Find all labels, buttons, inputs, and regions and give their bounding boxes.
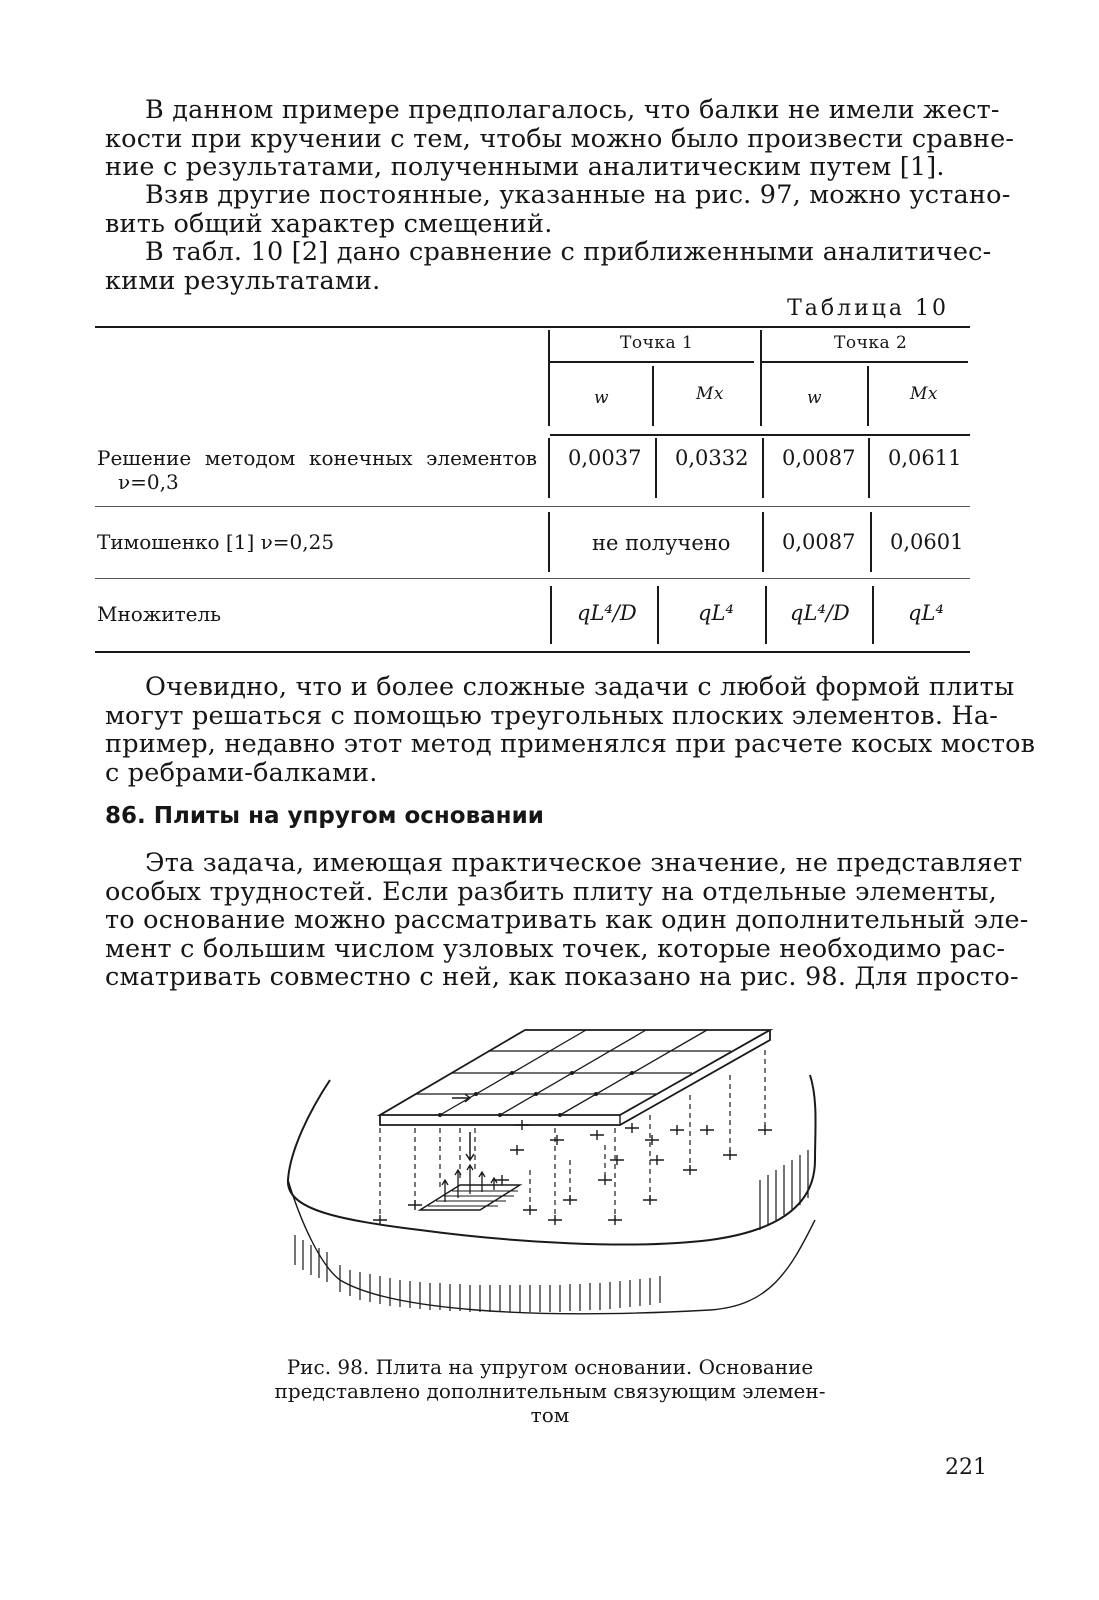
paragraph-line: кими результатами. [105, 265, 381, 296]
table-top-rule [95, 326, 970, 328]
table-cell: qL⁴/D [790, 601, 850, 625]
section-title: 86. Плиты на упругом основании [105, 803, 544, 829]
paragraph-line: пример, недавно этот метод применялся при расчете косых мостов [105, 729, 1036, 759]
paragraph-line: могут решаться с помощью треугольных плоских элементов. На- [105, 700, 999, 731]
row-label-fem-nu: ν=0,3 [118, 470, 179, 494]
foundation-outline [288, 1075, 816, 1245]
paragraph-line: то основание можно рассматривать как один дополнительный эле- [105, 905, 1029, 935]
paragraph-2 [105, 180, 1011, 239]
table-cell: 0,0611 [888, 446, 962, 470]
page-number: 221 [945, 1455, 987, 1480]
row-label-fem: Решение методом конечных элементов [97, 446, 537, 470]
table-cell: 0,0087 [782, 446, 856, 470]
plate-edge [380, 1030, 770, 1125]
table-rule [652, 366, 654, 426]
foundation-nodes [373, 1120, 772, 1225]
table-rule [762, 361, 968, 363]
table-cell-merged: не получено [592, 531, 731, 555]
table-rule [765, 586, 767, 644]
paragraph-line: Взяв другие постоянные, указанные на рис. 97, можно устано- [145, 180, 1011, 210]
figure-caption-line: том [530, 1403, 570, 1427]
paragraph-1 [105, 95, 1015, 182]
table-rule [762, 512, 764, 572]
paragraph-line: Очевидно, что и более сложные задачи с любой формой плиты [145, 672, 1015, 702]
header-w-point-2: w [807, 388, 823, 408]
plate-on-elastic-foundation-figure [270, 1020, 830, 1320]
paragraph-line: Эта задача, имеющая практическое значение, не представляет [145, 848, 1023, 878]
header-point-1: Точка 1 [620, 333, 694, 353]
header-point-2: Точка 2 [834, 333, 908, 353]
table-rule [550, 361, 754, 363]
table-cell: 0,0601 [890, 530, 964, 554]
paragraph-4 [105, 672, 1036, 788]
table-rule [95, 506, 970, 507]
table-rule [870, 512, 872, 572]
table-rule [550, 586, 552, 644]
row-label-multiplier: Множитель [97, 602, 222, 626]
paragraph-line: В табл. 10 [2] дано сравнение с приближенными аналитичес- [145, 237, 992, 267]
figure-caption [270, 1355, 830, 1427]
paragraph-line: В данном примере предполагалось, что балки не имели жест- [145, 95, 1000, 125]
table-bottom-rule [95, 651, 970, 653]
paragraph-line: особых трудностей. Если разбить плиту на отдельные элементы, [105, 876, 997, 907]
table-rule [867, 366, 869, 426]
header-mx-point-2: Mx [910, 384, 938, 404]
table-header-rule [550, 434, 970, 436]
foundation-hatching [295, 1150, 808, 1312]
table-rule [762, 438, 764, 498]
header-mx-point-1: Mx [696, 384, 724, 404]
table-cell: 0,0037 [568, 446, 642, 470]
foundation-edge [288, 1180, 815, 1314]
table-cell: 0,0332 [675, 446, 749, 470]
row-label-timoshenko: Тимошенко [1] ν=0,25 [97, 530, 335, 554]
table-rule [657, 586, 659, 644]
table-rule [548, 438, 550, 498]
header-w-point-1: w [594, 388, 610, 408]
table-rule [548, 512, 550, 572]
table-rule [868, 438, 870, 498]
paragraph-line: вить общий характер смещений. [105, 208, 553, 239]
figure-caption-line: Рис. 98. Плита на упругом основании. Основание [286, 1355, 814, 1379]
table-cell: 0,0087 [782, 530, 856, 554]
table-rule [548, 330, 550, 426]
table-caption: Таблица 10 [787, 296, 949, 321]
paragraph-line: мент с большим числом узловых точек, которые необходимо рас- [105, 933, 1006, 964]
paragraph-5 [105, 848, 1029, 992]
table-cell: qL⁴ [698, 601, 734, 625]
table-cell: qL⁴/D [577, 601, 637, 625]
paragraph-line: сматривать совместно с ней, как показано на рис. 98. Для просто- [105, 962, 1019, 992]
load-arrow-icon [466, 1132, 474, 1160]
paragraph-line: ние с результатами, полученными аналитическим путем [1]. [105, 152, 945, 182]
arrow-icon [452, 1094, 470, 1102]
paragraph-3 [105, 237, 992, 296]
table-rule [655, 438, 657, 498]
figure-caption-line: представлено дополнительным связующим элемен- [274, 1379, 826, 1403]
table-rule [760, 330, 762, 426]
table-rule [872, 586, 874, 644]
paragraph-line: с ребрами-балками. [105, 757, 378, 788]
table-rule [95, 578, 970, 579]
contact-patch-hatching [428, 1191, 518, 1206]
paragraph-line: кости при кручении с тем, чтобы можно было произвести сравне- [105, 123, 1015, 154]
table-cell: qL⁴ [908, 601, 944, 625]
